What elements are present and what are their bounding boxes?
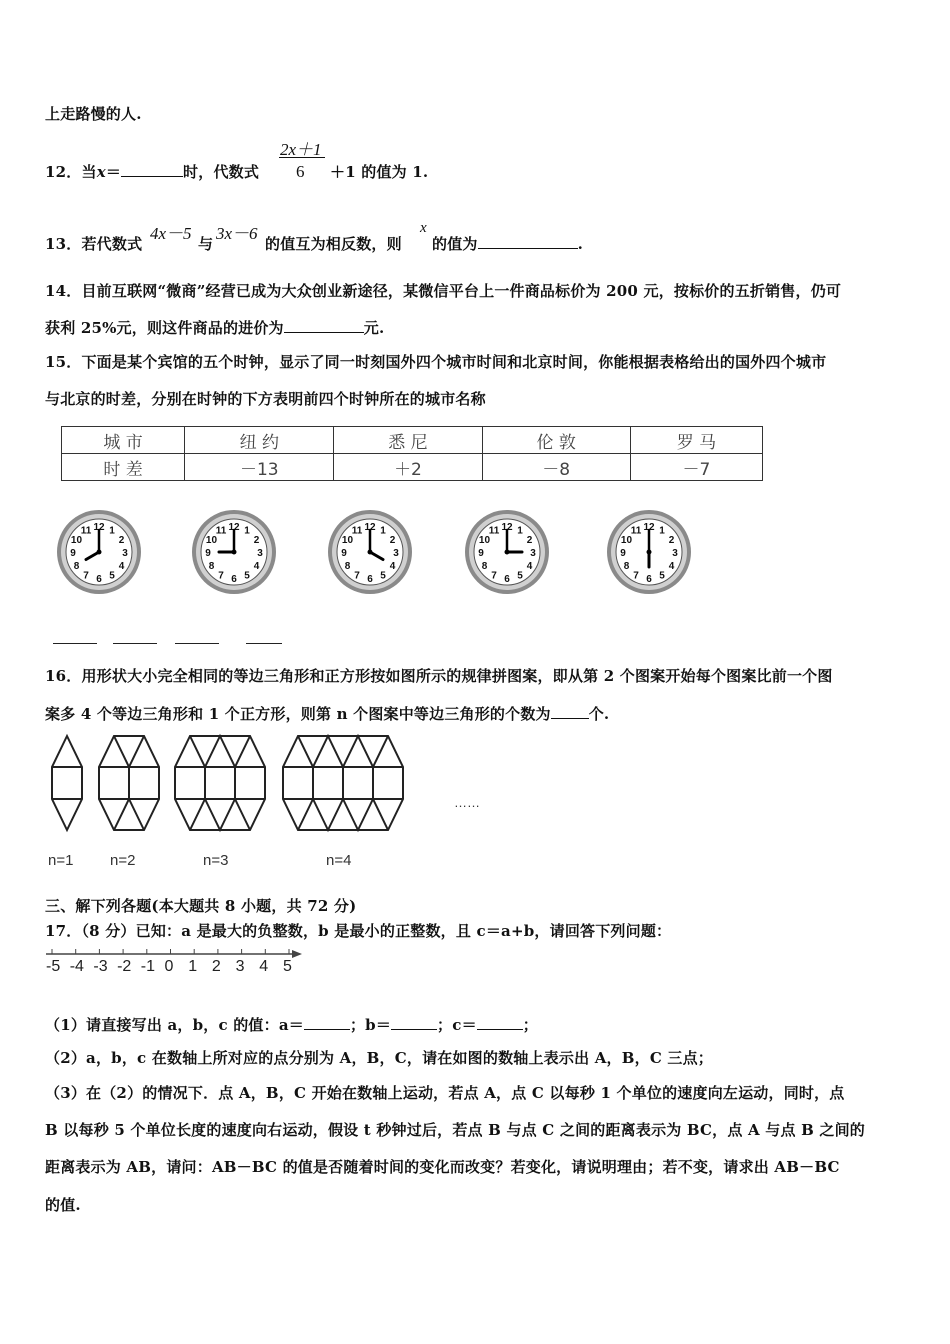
q17-1-text-b: ；b＝ [349, 1016, 392, 1034]
clock-number: 1 [109, 525, 115, 537]
question-12 [45, 161, 259, 182]
clock-number: 4 [389, 561, 396, 572]
number-line-label: 0 [164, 958, 174, 975]
number-line-label: -2 [117, 958, 132, 975]
clock-number: 11 [488, 525, 500, 537]
table-cell: 罗 马 [630, 427, 762, 454]
clock-3-answer-blank[interactable] [175, 643, 219, 645]
q13-middle: 的值互为相反数，则 [265, 235, 402, 253]
clock-number: 3 [257, 548, 263, 559]
q12-suffix: ＋1 的值为 1. [330, 163, 429, 181]
clock-number: 5 [659, 570, 665, 582]
q14-answer-blank[interactable] [284, 331, 364, 333]
clock-number: 4 [526, 561, 533, 572]
b-answer-blank[interactable] [391, 1028, 437, 1030]
table-cell: 纽 约 [185, 427, 334, 454]
clock-number: 2 [253, 535, 260, 546]
q13-var-x: x [420, 220, 427, 236]
q14-suffix: 元. [363, 319, 385, 337]
number-line-label: 2 [211, 958, 221, 975]
q12-fraction-bar [279, 157, 325, 158]
q12-text: 时，代数式 [183, 163, 260, 181]
pattern-label-n3: n=3 [203, 852, 229, 869]
clock-number: 6 [231, 574, 237, 585]
pattern-label-n4: n=4 [326, 852, 352, 869]
clock-number: 9 [341, 548, 347, 559]
clock-number: 1 [244, 525, 250, 537]
clock-number: 12 [228, 522, 240, 533]
clock-number: 2 [118, 535, 125, 546]
clock-number: 4 [118, 561, 125, 572]
q17-part-3-line-3: 距离表示为 AB，请问：AB－BC 的值是否随着时间的变化而改变？若变化，请说明理由；若不变，请求出 AB－BC [45, 1158, 840, 1176]
clock-number: 9 [620, 548, 626, 559]
clock-number: 10 [70, 535, 83, 546]
clock-number: 3 [393, 548, 399, 559]
q17-stem: 17．（8 分）已知：a 是最大的负整数，b 是最小的正整数，且 c＝a+b，请回答下列问题： [45, 922, 672, 940]
q17-part-3-line-2: B 以每秒 5 个单位长度的速度向右运动，假设 t 秒钟过后，若点 B 与点 C 之间的距离表示为 BC，点 A 与点 B 之间的 [45, 1121, 865, 1139]
q12-fraction-denominator: 6 [296, 162, 305, 181]
c-answer-blank[interactable] [477, 1028, 523, 1030]
clock-1-answer-blank[interactable] [53, 643, 97, 645]
q16-suffix: 个. [588, 705, 610, 723]
table-cell: －7 [630, 454, 762, 481]
clock-number: 4 [668, 561, 675, 572]
clock-icon [55, 508, 143, 596]
table-cell: ＋2 [334, 454, 482, 481]
q14-line-1: 14．目前互联网“微商”经营已成为大众创业新途径，某微信平台上一件商品标价为 200 元，按标价的五折销售，仍可 [45, 282, 842, 300]
pattern-label-n1: n=1 [48, 852, 74, 869]
q13-expression-2: 3x－6 [216, 224, 258, 243]
clock-number: 9 [478, 548, 484, 559]
clock-number: 7 [491, 570, 497, 582]
q15-line-2: 与北京的时差，分别在时钟的下方表明前四个时钟所在的城市名称 [45, 390, 486, 408]
clock-number: 11 [80, 525, 92, 537]
clock-number: 11 [215, 525, 227, 537]
q13-prefix: 13．若代数式 [45, 235, 143, 253]
clock-center [647, 550, 652, 555]
text-line-0: 上走路慢的人. [45, 105, 142, 123]
clock-center [97, 550, 102, 555]
clock-number: 9 [70, 548, 76, 559]
table-row-header [62, 427, 763, 454]
clock-number: 3 [530, 548, 536, 559]
q12-var-x: x [96, 163, 106, 181]
q17-part-3-line-4: 的值. [45, 1196, 81, 1214]
q14-line-2 [45, 317, 384, 338]
number-line-label: -1 [140, 958, 156, 975]
clock-number: 11 [630, 525, 642, 537]
clock-number: 12 [93, 522, 105, 533]
pattern-figures [45, 733, 465, 833]
clock-number: 8 [481, 561, 488, 572]
clock-center [232, 550, 237, 555]
clock-number: 5 [517, 570, 523, 582]
q12-eq: ＝ [105, 163, 122, 181]
q13-period: . [577, 235, 584, 253]
a-answer-blank[interactable] [304, 1028, 350, 1030]
clock-4-answer-blank[interactable] [246, 643, 282, 645]
q16-line-2 [45, 703, 609, 724]
clock-icon [605, 508, 693, 596]
clock-number: 7 [218, 570, 224, 582]
q17-part-3-line-1: （3）在（2）的情况下．点 A，B，C 开始在数轴上运动，若点 A，点 C 以每秒 1 个单位的速度向左运动，同时，点 [45, 1084, 845, 1102]
q13-answer-blank[interactable] [478, 247, 578, 249]
clock-number: 6 [96, 574, 102, 585]
q13-and: 与 [198, 235, 214, 253]
clock-number: 10 [341, 535, 354, 546]
clock-number: 6 [646, 574, 652, 585]
q14-text: 获利 25%元，则这件商品的进价为 [45, 319, 284, 337]
q12-prefix: 12．当 [45, 163, 97, 181]
clock-number: 12 [501, 522, 513, 533]
q17-part-1 [45, 1014, 538, 1035]
table-cell: 悉 尼 [334, 427, 482, 454]
q13-tail [432, 233, 583, 254]
clock-number: 11 [351, 525, 363, 537]
q16-line-1: 16．用形状大小完全相同的等边三角形和正方形按如图所示的规律拼图案，即从第 2 个图案开始每个图案比前一个图 [45, 667, 833, 685]
q12-fraction-numerator: 2x＋1 [280, 140, 322, 159]
clock-number: 12 [643, 522, 655, 533]
table-cell: －13 [185, 454, 334, 481]
q17-1-text-a: （1）请直接写出 a，b，c 的值：a＝ [45, 1016, 304, 1034]
number-line-label: 5 [283, 958, 292, 975]
clock-number: 2 [668, 535, 675, 546]
clock-number: 7 [354, 570, 360, 582]
pattern-n4 [283, 736, 403, 830]
clock-number: 9 [205, 548, 211, 559]
clock-number: 3 [672, 548, 678, 559]
clock-number: 5 [244, 570, 250, 582]
pattern-n3 [175, 736, 265, 830]
clock-number: 8 [623, 561, 630, 572]
q17-1-text-d: ； [522, 1016, 538, 1034]
clock-icon [326, 508, 414, 596]
q17-1-text-c: ；c＝ [437, 1016, 477, 1034]
clock-number: 7 [83, 570, 89, 582]
clock-number: 10 [620, 535, 633, 546]
table-cell: 伦 敦 [482, 427, 630, 454]
number-line-label: -5 [46, 958, 61, 975]
clock-number: 8 [208, 561, 215, 572]
table-cell: 时 差 [62, 454, 185, 481]
pattern-label-n2: n=2 [110, 852, 136, 869]
q12-answer-blank[interactable] [121, 175, 183, 177]
clock-number: 7 [633, 570, 639, 582]
pattern-ellipsis: …… [454, 795, 480, 810]
clock-number: 1 [659, 525, 665, 537]
pattern-n1 [52, 736, 82, 830]
pattern-n2 [99, 736, 159, 830]
clock-number: 10 [205, 535, 218, 546]
table-cell: 城 市 [62, 427, 185, 454]
clock-number: 6 [504, 574, 510, 585]
q13-expression-1: 4x－5 [150, 224, 192, 243]
clock-number: 4 [253, 561, 260, 572]
table-cell: －8 [482, 454, 630, 481]
clock-number: 5 [380, 570, 386, 582]
number-line-label: 4 [259, 958, 269, 975]
clock-number: 6 [367, 574, 373, 585]
clock-center [368, 550, 373, 555]
table-row-values [62, 454, 763, 481]
q17-part-2: （2）a，b，c 在数轴上所对应的点分别为 A，B，C，请在如图的数轴上表示出 A，B，C 三点； [45, 1049, 713, 1067]
q16-text: 案多 4 个等边三角形和 1 个正方形，则第 n 个图案中等边三角形的个数为 [45, 705, 551, 723]
clock-icon [190, 508, 278, 596]
number-line-label: 3 [235, 958, 245, 975]
q13-text [265, 233, 402, 254]
q15-line-1: 15．下面是某个宾馆的五个时钟，显示了同一时刻国外四个城市时间和北京时间，你能根据表格给出的国外四个城市 [45, 353, 827, 371]
clock-number: 8 [344, 561, 351, 572]
q13-value-text: 的值为 [432, 235, 478, 253]
clock-number: 1 [517, 525, 523, 537]
time-difference-table [61, 426, 763, 481]
q16-answer-blank[interactable] [551, 717, 589, 719]
clock-number: 10 [478, 535, 491, 546]
clock-number: 8 [73, 561, 80, 572]
number-line-label: -4 [69, 958, 84, 975]
clock-number: 2 [526, 535, 533, 546]
clock-number: 12 [364, 522, 376, 533]
number-line-label: -3 [93, 958, 108, 975]
clock-center [505, 550, 510, 555]
section-3-title: 三、解下列各题(本大题共 8 小题，共 72 分) [45, 897, 357, 915]
clock-2-answer-blank[interactable] [113, 643, 157, 645]
clock-number: 1 [380, 525, 386, 537]
clock-number: 2 [389, 535, 396, 546]
clock-number: 3 [122, 548, 128, 559]
clock-icon [463, 508, 551, 596]
clock-number: 5 [109, 570, 115, 582]
number-line-label: 1 [188, 958, 198, 975]
